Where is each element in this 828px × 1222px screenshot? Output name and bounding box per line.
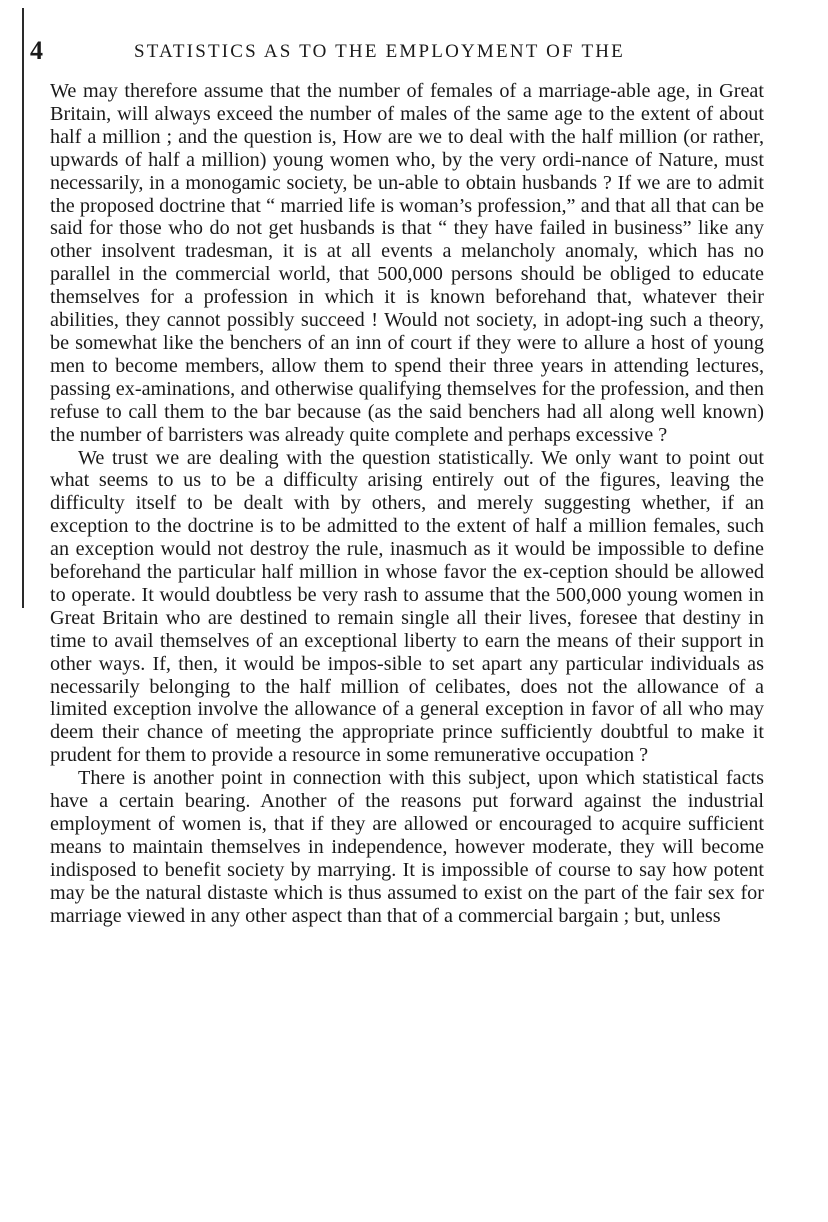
paragraph-3: There is another point in connection with this subject, upon which statistical facts have a certain bearing. Another of the reasons put forward against the industrial employment of women is, that if they are allowed or encouraged to acquire sufficient means to maintain themselves in independence, however moderate, they will become indisposed to benefit society by marrying. It is impossible of course to say how potent may be the natural distaste which is thus assumed to exist on the part of the fair sex for marriage viewed in any other aspect than that of a commercial bargain ; but, unless: [50, 767, 764, 927]
paragraph-1: We may therefore assume that the number of females of a marriage-able age, in Great Britain, will always exceed the number of males of the same age to the extent of about half a million ; and the question is, How are we to deal with the half million (or rather, upwards of half a million) young women who, by the very ordi-nance of Nature, must necessarily, in a monogamic society, be un-able to obtain husbands ? If we are to admit the proposed doctrine that “ married life is woman’s profession,” and that all that can be said for those who do not get husbands is that “ they have failed in business” like any other insolvent tradesman, it is at all events a melancholy anomaly, which has no parallel in the commercial world, that 500,000 persons should be obliged to educate themselves for a profession in which it is known beforehand that, whatever their abilities, they cannot possibly succeed ! Would not society, in adopt-ing such a theory, be somewhat like the benchers of an inn of court if they were to allure a host of young men to become members, allow them to spend their three years in attending lectures, passing ex-aminations, and otherwise qualifying themselves for the profession, and then refuse to call them to the bar because (as the said benchers had all along well known) the number of barristers was already quite complete and perhaps excessive ?: [50, 80, 764, 446]
running-head: STATISTICS AS TO THE EMPLOYMENT OF THE: [134, 41, 625, 62]
body-text: [50, 80, 764, 928]
page-header: [30, 36, 790, 70]
margin-rule: [22, 8, 24, 608]
paragraph-2: We trust we are dealing with the question statistically. We only want to point out what seems to us to be a difficulty arising entirely out of the figures, leaving the difficulty itself to be dealt with by others, and merely suggesting whether, if an exception to the doctrine is to be admitted to the extent of half a million females, such an exception would not destroy the rule, inasmuch as it would be impossible to define beforehand the particular half million in whose favor the ex-ception should be allowed to operate. It would doubtless be very rash to assume that the 500,000 young women in Great Britain who are destined to remain single all their lives, foresee that destiny in time to avail themselves of an exceptional liberty to earn the means of their support in other ways. If, then, it would be impos-sible to set apart any particular individuals as necessarily belonging to the half million of celibates, does not the allowance of a limited exception involve the allowance of a general exception in favor of all who may deem their chance of meeting the appropriate prince sufficiently doubtful to make it prudent for them to provide a resource in some remunerative occupation ?: [50, 446, 764, 767]
page-number: 4: [30, 36, 43, 65]
